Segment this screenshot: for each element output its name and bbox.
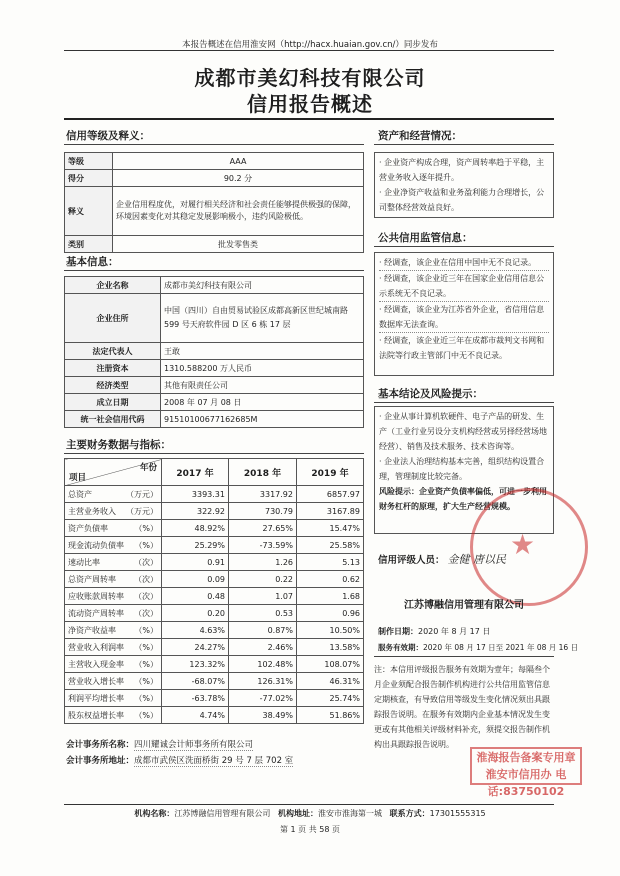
finance-value: 0.20: [162, 605, 229, 622]
finance-divider: [64, 453, 364, 454]
finance-value: 13.58%: [297, 639, 364, 656]
finance-value: 3393.31: [162, 486, 229, 503]
finance-value: -77.02%: [229, 690, 297, 707]
finance-unit: （万元）: [126, 489, 158, 499]
finance-row: [65, 656, 364, 673]
basic-row-legal-rep: [65, 343, 364, 360]
corner-item-label: 项目: [69, 473, 87, 483]
finance-value: 4.63%: [162, 622, 229, 639]
conclusion-item: · 企业法人治理结构基本完善，组织结构设置合理，管理制度比较完备。: [379, 457, 545, 481]
top-divider: [64, 50, 554, 51]
meaning-label: 释义: [65, 187, 113, 236]
basic-row-capital: [65, 360, 364, 377]
accounting-address-line: [66, 754, 293, 766]
finance-unit: （%）: [134, 676, 158, 686]
finance-value: 1.26: [229, 554, 297, 571]
supervision-box: [374, 252, 554, 376]
finance-section-title: 主要财务数据与指标：: [66, 439, 171, 451]
finance-unit: （%）: [134, 540, 158, 550]
finance-value: 322.92: [162, 503, 229, 520]
finance-item: 流动资产周转率: [68, 608, 124, 618]
finance-value: 0.96: [297, 605, 364, 622]
basic-row-econ-type: [65, 377, 364, 394]
finance-item-cell: [65, 520, 162, 537]
assets-item: · 企业资产构成合理，资产周转率趋于平稳，主营业务收入逐年提升。: [379, 158, 545, 182]
finance-value: 15.47%: [297, 520, 364, 537]
made-date-label: 制作日期：: [378, 627, 418, 636]
finance-value: 38.49%: [229, 707, 297, 724]
risk-note: 风险提示：企业资产负债率偏低，可进一步利用财务杠杆的原理，扩大生产经营规模。: [379, 487, 547, 511]
finance-item-cell: [65, 605, 162, 622]
finance-item: 净资产收益率: [68, 625, 116, 635]
basic-value: 91510100677162685M: [161, 411, 364, 428]
finance-header-row: [65, 459, 364, 486]
basic-label: 注册资本: [65, 360, 161, 377]
basic-value: 其他有限责任公司: [161, 377, 364, 394]
made-date: 2020 年 8 月 17 日: [418, 627, 491, 636]
finance-value: 25.74%: [297, 690, 364, 707]
finance-body: [65, 486, 364, 724]
finance-item: 营业收入增长率: [68, 676, 124, 686]
finance-row: [65, 588, 364, 605]
finance-unit: （次）: [134, 591, 158, 601]
finance-value: 1.07: [229, 588, 297, 605]
conclusion-item: · 企业从事计算机软硬件、电子产品的研发、生产（工业行业另设分支机构经营或另择经营场地经营）、销售及技术服务、技术咨询等。: [379, 412, 547, 451]
finance-item-cell: [65, 656, 162, 673]
finance-value: 4.74%: [162, 707, 229, 724]
supervision-item-text: 经调查，该企业近三年在国家企业信用信息公示系统无不良记录。: [379, 274, 545, 298]
finance-item-cell: [65, 486, 162, 503]
finance-item-cell: [65, 588, 162, 605]
basic-label: 成立日期: [65, 394, 161, 411]
footer-org: 江苏博融信用管理有限公司: [174, 809, 271, 818]
finance-value: 46.31%: [297, 673, 364, 690]
valid-period-line: [378, 642, 578, 653]
finance-value: 730.79: [229, 503, 297, 520]
supervision-item-text: 经调查，该企业在信用中国中无不良记录。: [384, 258, 537, 267]
basic-row-credit-code: [65, 411, 364, 428]
finance-value: 5.13: [297, 554, 364, 571]
finance-value: 108.07%: [297, 656, 364, 673]
finance-unit: （次）: [134, 557, 158, 567]
footer-phone-label: 联系方式：: [389, 809, 430, 818]
finance-row: [65, 503, 364, 520]
finance-item-cell: [65, 639, 162, 656]
finance-row: [65, 707, 364, 724]
finance-value: 123.32%: [162, 656, 229, 673]
accounting-address-label: 会计事务所地址：: [66, 756, 135, 766]
finance-value: 1.68: [297, 588, 364, 605]
finance-value: 48.92%: [162, 520, 229, 537]
finance-item-cell: [65, 537, 162, 554]
agency-divider: [374, 656, 554, 657]
finance-value: 102.48%: [229, 656, 297, 673]
basic-label: 企业名称: [65, 277, 161, 294]
finance-item-cell: [65, 673, 162, 690]
finance-item-cell: [65, 554, 162, 571]
finance-item-cell: [65, 707, 162, 724]
supervision-item: · 经调查，该企业近三年在国家企业信用信息公示系统无不良记录。: [379, 271, 549, 302]
finance-unit: （次）: [134, 608, 158, 618]
assets-item-text: 企业净资产收益和业务盈利能力合理增长，公司整体经营效益良好。: [379, 188, 545, 212]
rating-row-meaning: [65, 187, 364, 236]
finance-item: 利润平均增长率: [68, 693, 124, 703]
finance-unit: （万元）: [126, 506, 158, 516]
basic-label: 经济类型: [65, 377, 161, 394]
footer-phone: 17301555315: [429, 809, 486, 818]
year-header: 2019 年: [297, 459, 364, 486]
basic-label: 企业住所: [65, 294, 161, 343]
basic-value: 1310.588200 万人民币: [161, 360, 364, 377]
filing-stamp: 淮海报告备案专用章 淮安市信用办 电话:83750102: [470, 747, 582, 785]
supervision-section-title: 公共信用监管信息：: [378, 232, 473, 244]
finance-item: 总资产周转率: [68, 574, 116, 584]
corner-year-label: 年份: [139, 463, 157, 473]
finance-unit: （%）: [134, 659, 158, 669]
signature: 金健 唐以民: [447, 553, 507, 566]
finance-unit: （%）: [134, 523, 158, 533]
finance-value: 27.65%: [229, 520, 297, 537]
agency-note: 注：本信用评级报告服务有效期为壹年；每隔叁个月企业须配合报告制作机构进行公共信用监管信息定期核查，有导致信用等级发生变化情况须出具跟踪报告说明。在服务有效期内企业基本情况发生变更或有其他相关评级材料补充，须提交报告制作机构出具跟踪报告说明。: [374, 665, 550, 749]
conclusion-section-title: 基本结论及风险提示：: [378, 388, 483, 400]
basic-row-address: [65, 294, 364, 343]
rating-row-category: [65, 236, 364, 253]
finance-row: [65, 673, 364, 690]
finance-value: 25.58%: [297, 537, 364, 554]
report-title: 信用报告概述: [247, 92, 373, 116]
footer-divider: [64, 804, 554, 805]
supervision-item: · 经调查，该企业在信用中国中无不良记录。: [379, 255, 549, 271]
finance-value: 3317.92: [229, 486, 297, 503]
finance-unit: （%）: [134, 693, 158, 703]
meaning-value: 企业信用程度优，对履行相关经济和社会责任能够提供极强的保障，环境因素变化对其稳定发展影响极小，违约风险极低。: [113, 187, 364, 236]
basic-section-title: 基本信息：: [66, 256, 119, 268]
footer-info: [60, 808, 560, 819]
finance-value: 51.86%: [297, 707, 364, 724]
finance-item-cell: [65, 503, 162, 520]
assets-divider: [374, 144, 554, 145]
finance-value: 0.48: [162, 588, 229, 605]
finance-value: 6857.97: [297, 486, 364, 503]
assets-item-text: 企业资产构成合理，资产周转率趋于平稳，主营业务收入逐年提升。: [379, 158, 545, 182]
title-divider: [64, 118, 554, 120]
finance-item-cell: [65, 571, 162, 588]
finance-row: [65, 486, 364, 503]
finance-unit: （%）: [134, 625, 158, 635]
footer-org-label: 机构名称：: [134, 809, 175, 818]
finance-item: 主营收入现金率: [68, 659, 124, 669]
assets-box: [374, 152, 554, 218]
finance-item: 应收账款周转率: [68, 591, 124, 601]
accounting-address: 成都市武侯区洗面桥街 29 号 7 层 702 室: [134, 756, 294, 766]
finance-row: [65, 520, 364, 537]
rating-row-score: [65, 170, 364, 187]
finance-value: 25.29%: [162, 537, 229, 554]
finance-value: -68.07%: [162, 673, 229, 690]
year-header: 2018 年: [229, 459, 297, 486]
accounting-firm-label: 会计事务所名称：: [66, 740, 135, 750]
finance-corner-cell: [65, 459, 162, 486]
finance-item: 股东权益增长率: [68, 710, 124, 720]
footer-addr-label: 机构地址：: [278, 809, 318, 818]
conclusion-item-text: 企业法人治理结构基本完善，组织结构设置合理，管理制度比较完备。: [379, 457, 545, 481]
basic-value: 成都市美幻科技有限公司: [161, 277, 364, 294]
valid-period: 2020 年 08 月 17 日至 2021 年 08 月 16 日: [423, 643, 579, 652]
score-label: 得分: [65, 170, 113, 187]
category-label: 类别: [65, 236, 113, 253]
finance-value: 3167.89: [297, 503, 364, 520]
finance-row: [65, 571, 364, 588]
finance-value: -63.78%: [162, 690, 229, 707]
accounting-firm-line: [66, 738, 253, 750]
basic-value: 2008 年 07 月 08 日: [161, 394, 364, 411]
finance-item: 主营业务收入: [68, 506, 116, 516]
personnel-line: [378, 551, 506, 567]
supervision-divider: [374, 246, 554, 247]
rating-row-grade: [65, 153, 364, 170]
assets-section-title: 资产和经营情况：: [378, 130, 462, 142]
basic-label: 统一社会信用代码: [65, 411, 161, 428]
finance-value: 0.91: [162, 554, 229, 571]
supervision-item-text: 经调查，该企业近三年在成都市裁判文书网和法院等行政主管部门中无不良记录。: [379, 336, 545, 360]
grade-value: AAA: [113, 153, 364, 170]
seal-star-icon: ★: [510, 528, 536, 561]
basic-row-name: [65, 277, 364, 294]
finance-value: 24.27%: [162, 639, 229, 656]
conclusion-divider: [374, 402, 554, 403]
basic-value: 王敢: [161, 343, 364, 360]
finance-row: [65, 690, 364, 707]
finance-row: [65, 639, 364, 656]
finance-item-cell: [65, 690, 162, 707]
basic-divider: [64, 270, 364, 271]
finance-item: 速动比率: [68, 557, 100, 567]
year-header: 2017 年: [162, 459, 229, 486]
company-title: 成都市美幻科技有限公司: [194, 66, 426, 90]
finance-row: [65, 622, 364, 639]
finance-unit: （%）: [134, 642, 158, 652]
finance-item: 现金流动负债率: [68, 540, 124, 550]
finance-row: [65, 554, 364, 571]
agency-name: 江苏博融信用管理有限公司: [404, 600, 524, 611]
page-number: 第 1 页 共 58 页: [280, 825, 340, 834]
assets-item: · 企业净资产收益和业务盈利能力合理增长，公司整体经营效益良好。: [379, 188, 545, 212]
finance-value: 126.31%: [229, 673, 297, 690]
personnel-label: 信用评级人员：: [378, 555, 445, 566]
finance-table: [64, 458, 364, 724]
footer-addr: 淮安市淮海第一城: [318, 809, 382, 818]
finance-item: 总资产: [68, 489, 92, 499]
valid-period-label: 服务有效期：: [378, 643, 423, 652]
rating-table: [64, 152, 364, 253]
supervision-item: · 经调查，该企业近三年在成都市裁判文书网和法院等行政主管部门中无不良记录。: [379, 336, 545, 360]
finance-item: 营业收入利润率: [68, 642, 124, 652]
finance-value: 10.50%: [297, 622, 364, 639]
finance-row: [65, 537, 364, 554]
finance-value: 0.09: [162, 571, 229, 588]
made-date-line: [378, 626, 490, 637]
supervision-item-text: 经调查，该企业为江苏省外企业，省信用信息数据库无法查询。: [379, 305, 545, 329]
finance-value: 0.22: [229, 571, 297, 588]
accounting-firm-name: 四川耀诚会计师事务所有限公司: [134, 740, 254, 750]
finance-value: 0.53: [229, 605, 297, 622]
top-note: 本报告概述在信用淮安网（http://hacx.huaian.gov.cn/）同步发布: [182, 40, 438, 50]
finance-unit: （%）: [134, 710, 158, 720]
rating-section-title: 信用等级及释义：: [66, 130, 150, 142]
score-value: 90.2 分: [113, 170, 364, 187]
conclusion-item-text: 企业从事计算机软硬件、电子产品的研发、生产（工业行业另设分支机构经营或另择经营场地经营）、销售及技术服务、技术咨询等。: [379, 412, 547, 451]
grade-label: 等级: [65, 153, 113, 170]
finance-unit: （次）: [134, 574, 158, 584]
finance-item-cell: [65, 622, 162, 639]
category-value: 批发零售类: [113, 236, 364, 253]
basic-value: 中国（四川）自由贸易试验区成都高新区世纪城南路 599 号天府软件园 D 区 6 栋 17 层: [161, 294, 364, 343]
basic-row-founded: [65, 394, 364, 411]
supervision-item: · 经调查，该企业为江苏省外企业，省信用信息数据库无法查询。: [379, 302, 549, 333]
finance-item: 资产负债率: [68, 523, 108, 533]
finance-value: 0.62: [297, 571, 364, 588]
rating-divider: [64, 144, 364, 145]
basic-info-table: [64, 276, 364, 428]
basic-label: 法定代表人: [65, 343, 161, 360]
finance-value: -73.59%: [229, 537, 297, 554]
finance-value: 0.87%: [229, 622, 297, 639]
finance-row: [65, 605, 364, 622]
finance-value: 2.46%: [229, 639, 297, 656]
